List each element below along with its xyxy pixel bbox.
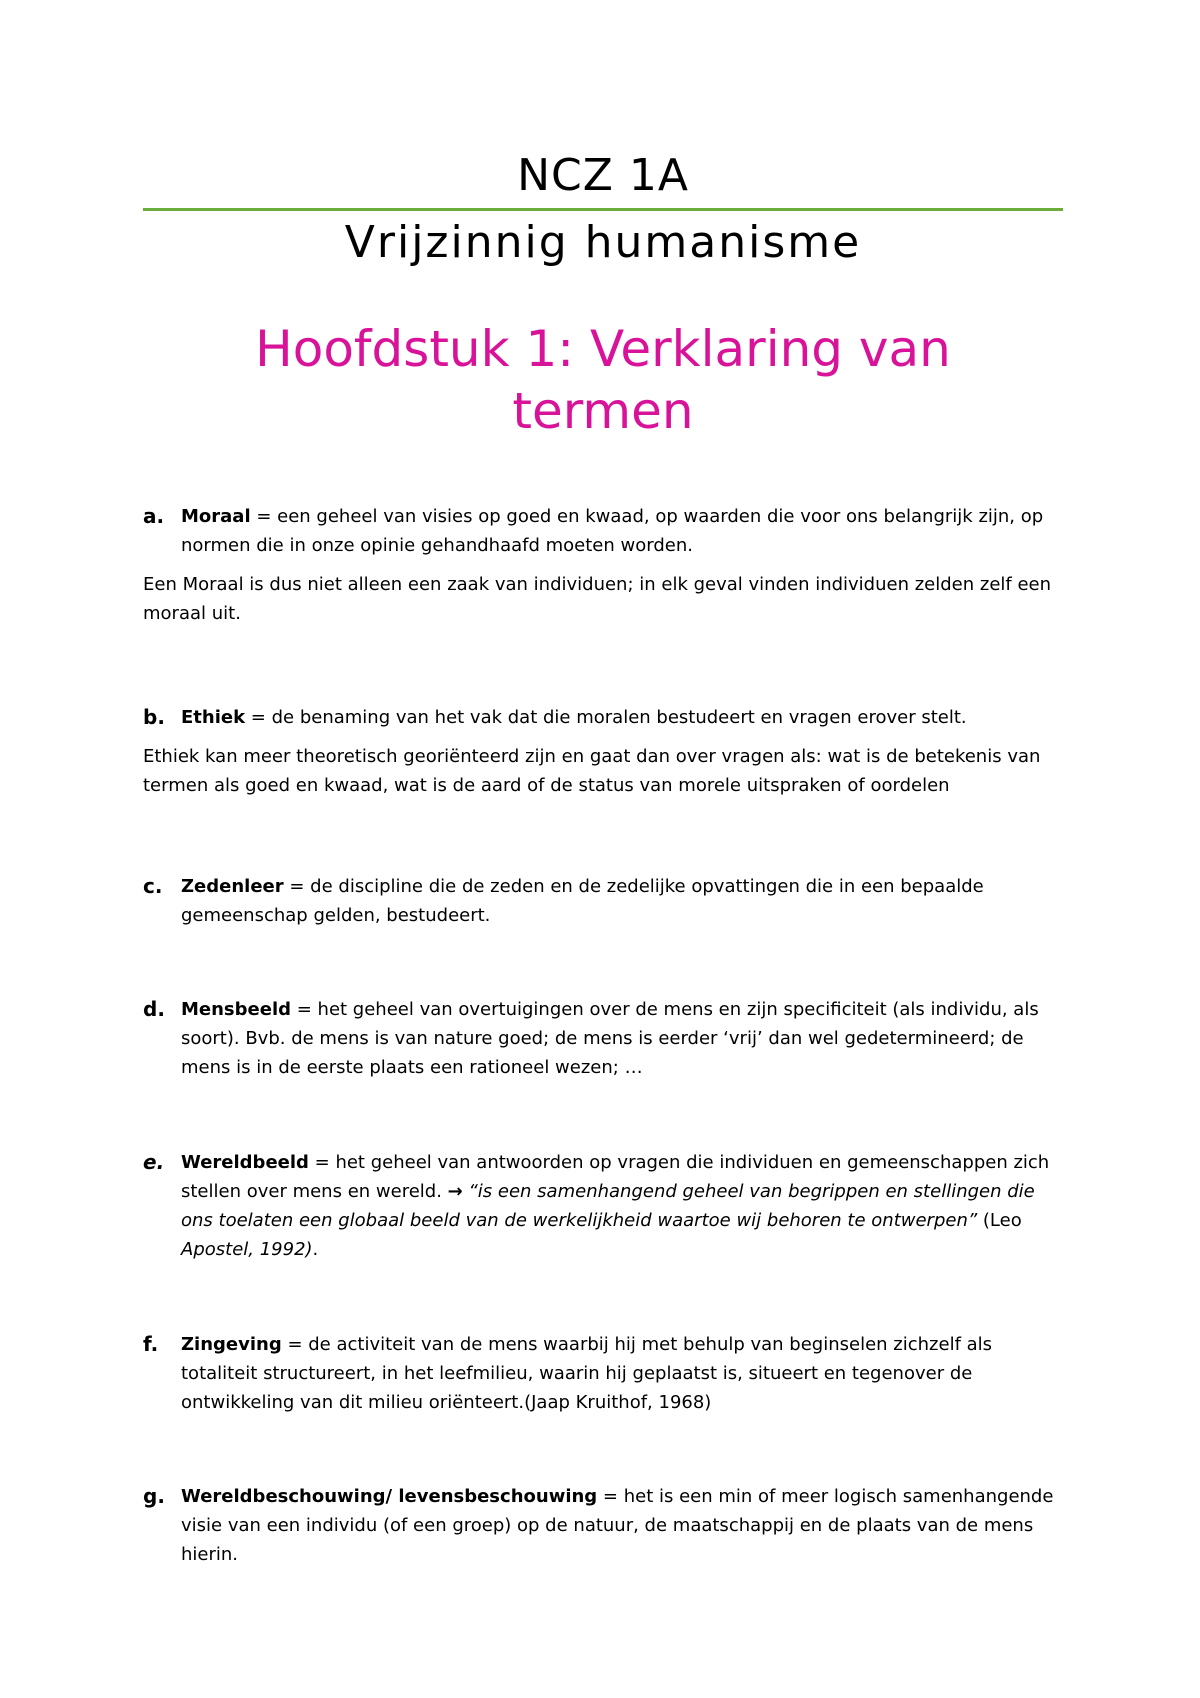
term-name: Mensbeeld [181,999,292,1020]
term-quote: “is een samenhangend geheel van begrippen en stellingen die ons toelaten een globaal beeld van de werkelijkheid waartoe wij behoren te ontwerpen” [181,1181,1035,1231]
term-citation-end: . [312,1239,319,1260]
term-ethiek [143,703,1063,800]
term-definition-text: = het is een min of meer logisch samenhangende visie van een individu (of een groep) op de natuur, de maatschappij en de plaats van de mens hierin. [181,1486,1054,1565]
term-name: Zedenleer [181,876,284,897]
term-note: Ethiek kan meer theoretisch georiënteerd zijn en gaat dan over vragen als: wat is de betekenis van termen als goed en kwaad, wat is de aard of de status van morele uitspraken of oordelen [143,746,1041,796]
term-definition-text: = een geheel van visies op goed en kwaad, op waarden die voor ons belangrijk zijn, op normen die in onze opinie gehandhaafd moeten worden. [181,506,1044,556]
term-name: Zingeving [181,1334,282,1355]
title-divider [143,208,1063,211]
term-definition [181,995,1063,1082]
term-definition-text: = de discipline die de zeden en de zedelijke opvattingen die in een bepaalde gemeenschap gelden, bestudeert. [181,876,984,926]
term-name: Wereldbeschouwing/ levensbeschouwing [181,1486,598,1507]
term-definition-text: = het geheel van antwoorden op vragen die individuen en gemeenschappen zich stellen over mens en wereld. [181,1152,1050,1202]
arrow-icon: → [447,1181,463,1202]
term-marker: f. [143,1332,159,1356]
term-name: Wereldbeeld [181,1152,309,1173]
term-marker: e. [143,1150,165,1174]
term-definition [181,502,1063,560]
term-name: Ethiek [181,707,246,728]
term-marker: a. [143,504,165,528]
term-definition [181,1148,1063,1264]
term-zingeving [143,1330,1063,1417]
term-definition-text: = het geheel van overtuigingen over de mens en zijn specificiteit (als individu, als soort). Bvb. de mens is van nature goed; de mens is eerder ‘vrij’ dan wel gedetermineerd; de mens is in de eerste plaats een rationeel wezen; … [181,999,1039,1078]
term-definition-text: = de activiteit van de mens waarbij hij met behulp van beginselen zichzelf als totaliteit structureert, in het leefmilieu, waarin hij geplaatst is, situeert en tegenover de ontwikkeling van dit milieu oriënteert.(Jaap Kruithof, 1968) [181,1334,993,1413]
term-definition [181,1482,1063,1569]
term-wereldbeeld [143,1148,1063,1264]
term-definition-text: = de benaming van het vak dat die moralen bestudeert en vragen erover stelt. [245,707,967,728]
term-marker: b. [143,705,165,729]
term-citation-italic: Apostel, 1992) [181,1239,313,1260]
title-block [143,150,1063,271]
term-zedenleer [143,872,1063,930]
term-moraal [143,502,1063,628]
term-marker: g. [143,1484,165,1508]
term-definition [181,872,1063,930]
term-name: Moraal [181,506,251,527]
chapter-heading-line2: termen [512,382,694,440]
chapter-heading-line1: Hoofdstuk 1: Verklaring van [255,320,951,378]
term-definition [181,1330,1063,1417]
term-wereldbeschouwing [143,1482,1063,1569]
term-marker: d. [143,997,165,1021]
term-definition [181,703,1063,732]
term-marker: c. [143,874,163,898]
document-title: NCZ 1A [517,150,689,201]
term-citation: (Leo [977,1210,1022,1231]
document-subtitle: Vrijzinnig humanisme [344,217,862,268]
term-mensbeeld [143,995,1063,1082]
chapter-heading [143,318,1063,442]
term-note: Een Moraal is dus niet alleen een zaak van individuen; in elk geval vinden individuen zelden zelf een moraal uit. [143,574,1052,624]
